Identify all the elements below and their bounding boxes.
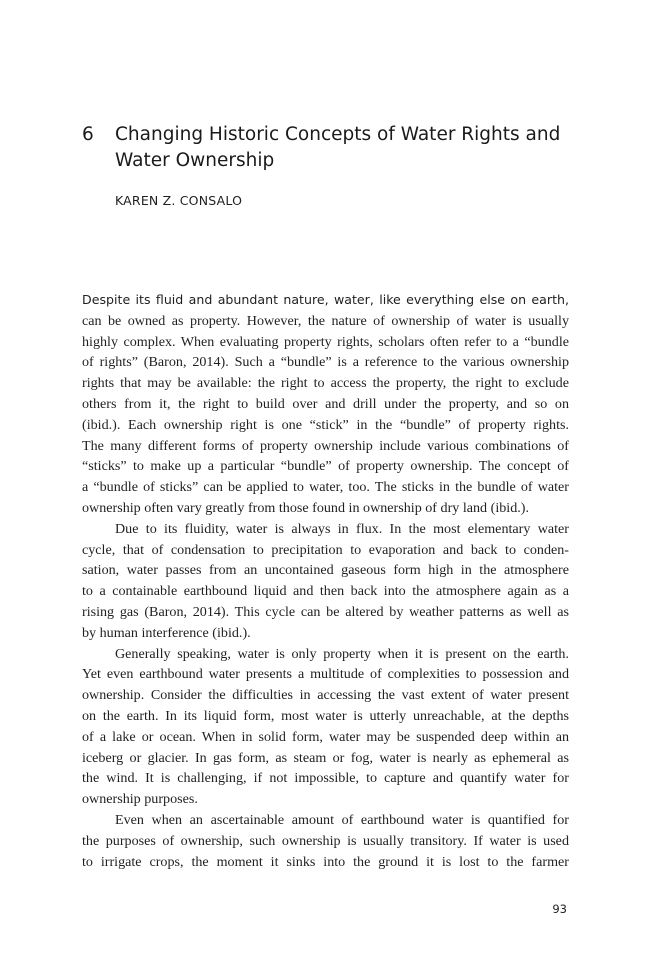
body-line: Due to its fluidity, water is always in flux. In the most elementary water: [115, 520, 569, 537]
body-line: iceberg or glacier. In gas form, as steam or fog, water is nearly as ephemeral as: [82, 749, 569, 766]
body-line: rising gas (Baron, 2014). This cycle can be altered by weather patterns as well as: [82, 603, 569, 620]
body-line: Yet even earthbound water presents a multitude of complexities to possession and: [82, 666, 569, 683]
body-line: “sticks” to make up a particular “bundle” of property ownership. The concept of: [82, 458, 569, 475]
chapter-number: 6: [82, 124, 94, 145]
author-name: KAREN Z. CONSALO: [115, 193, 243, 208]
body-line: of rights” (Baron, 2014). Such a “bundle” is a reference to the various ownership: [82, 354, 569, 371]
body-line: ownership. Consider the difficulties in accessing the vast extent of water present: [82, 687, 569, 704]
chapter-title-line: Water Ownership: [115, 150, 275, 171]
body-line: Even when an ascertainable amount of earthbound water is quantified for: [115, 811, 569, 828]
chapter-title: [115, 122, 582, 174]
body-line: ownership often vary greatly from those found in ownership of dry land (ibid.).: [82, 499, 529, 516]
body-line: on the earth. In its liquid form, most water is utterly unreachable, at the depths: [82, 707, 569, 724]
body-line: Generally speaking, water is only property when it is present on the earth.: [115, 645, 569, 662]
body-line: a “bundle of sticks” can be applied to water, too. The sticks in the bundle of water: [82, 479, 569, 496]
body-line: of a lake or ocean. When in solid form, water may be suspended deep within an: [82, 728, 569, 745]
body-line: others from it, the right to build over and drill under the property, and so on: [82, 395, 569, 412]
chapter-heading: [82, 122, 582, 174]
body-line: The many different forms of property ownership include various combinations of: [82, 437, 569, 454]
body-line: to irrigate crops, the moment it sinks into the ground it is lost to the farmer: [82, 853, 569, 870]
body-line: Despite its fluid and abundant nature, water, like everything else on earth,: [82, 292, 569, 307]
body-line: sation, water passes from an uncontained gaseous form high in the atmosphere: [82, 562, 569, 579]
body-line: rights that may be available: the right to access the property, the right to exclude: [82, 375, 569, 392]
body-line: can be owned as property. However, the nature of ownership of water is usually: [82, 312, 569, 329]
body-line: the purposes of ownership, such ownership is usually transitory. If water is used: [82, 832, 569, 849]
body-line: cycle, that of condensation to precipitation to evaporation and back to conden-: [82, 541, 569, 558]
body-line: (ibid.). Each ownership right is one “stick” in the “bundle” of property rights.: [82, 416, 569, 433]
body-line: highly complex. When evaluating property rights, scholars often refer to a “bundle: [82, 333, 569, 350]
body-line: to a containable earthbound liquid and then back into the atmosphere again as a: [82, 583, 569, 600]
chapter-title-line: Changing Historic Concepts of Water Rights and: [115, 124, 561, 145]
body-text: [82, 290, 569, 872]
body-line: by human interference (ibid.).: [82, 624, 251, 641]
page-number: 93: [552, 902, 567, 916]
body-line: the wind. It is challenging, if not impossible, to capture and quantify water for: [82, 770, 569, 787]
body-line: ownership purposes.: [82, 791, 198, 808]
